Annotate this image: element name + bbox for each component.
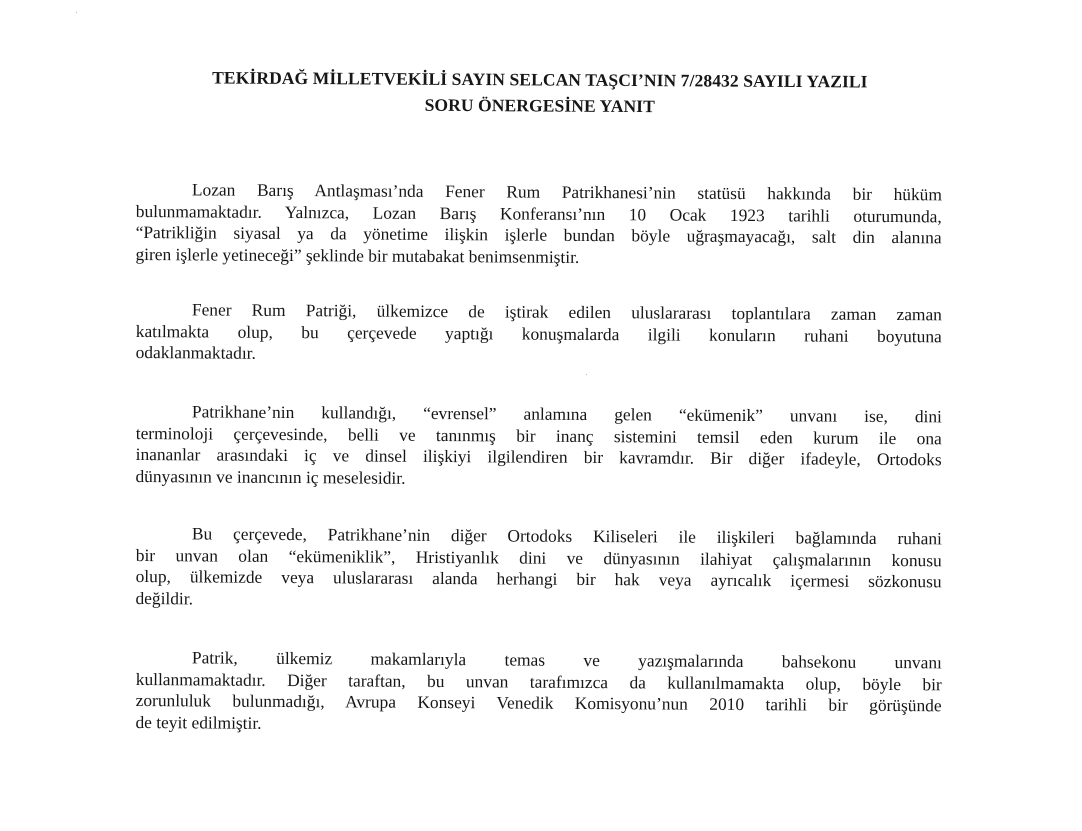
- paragraph-line: zorunluluk bulunmadığı, Avrupa Konseyi Venedik Komisyonu’nun 2010 tarihli bir görüşünde: [135, 689, 942, 716]
- paragraph-line: giren işlerle yetineceği” şeklinde bir mutabakat benimsenmiştir.: [135, 243, 580, 267]
- paragraph-2: [136, 299, 942, 369]
- paragraph-line: değildir.: [135, 587, 194, 608]
- document-title: [140, 64, 940, 121]
- paragraph-line: inananlar arasındaki iç ve dinsel ilişkiyi ilgilendiren bir kavramdır. Bir diğer ifadeyle, Ortodoks: [135, 443, 942, 470]
- title-line-2: SORU ÖNERGESİNE YANIT: [424, 94, 655, 117]
- paragraph-line: Bu çerçevede, Patrikhane’nin diğer Ortodoks Kiliseleri ile ilişkileri bağlamında ruhani: [191, 523, 942, 549]
- paragraph-line: terminoloji çerçevesinde, belli ve tanınmış bir inanç sistemini temsil eden kurum ile ona: [135, 422, 942, 448]
- paragraph-line: “Patrikliğin siyasal ya da yönetime ilişkin işlerle bundan böyle uğraşmayacağı, salt din alanına: [135, 221, 942, 248]
- paragraph-line: katılmakta olup, bu çerçevede yaptığı konuşmalarda ilgili konuların ruhani boyutuna: [135, 320, 942, 346]
- paragraph-line: kullanmamaktadır. Diğer taraftan, bu unvan tarafımızca da kullanılmamakta olup, böyle bir: [135, 668, 942, 694]
- paragraph-line: Lozan Barış Antlaşması’nda Fener Rum Patrikhanesi’nin statüsü hakkında bir hüküm: [191, 179, 942, 205]
- paragraph-3: [135, 401, 942, 492]
- paragraph-line: Patrik, ülkemiz makamlarıyla temas ve yazışmalarında bahsekonu unvanı: [191, 647, 942, 673]
- paragraph-line: bir unvan olan “ekümeniklik”, Hristiyanlık dini ve dünyasının ilahiyat çalışmalarının konusu: [135, 544, 942, 570]
- paragraph-5: [135, 647, 942, 738]
- paragraph-line: bulunmamaktadır. Yalnızca, Lozan Barış Konferansı’nın 10 Ocak 1923 tarihli oturumunda,: [135, 200, 942, 226]
- paragraph-4: [135, 523, 942, 614]
- paragraph-line: Fener Rum Patriği, ülkemizce de iştirak edilen uluslararası toplantılara zaman zaman: [191, 299, 942, 325]
- scan-speck: [586, 374, 587, 375]
- paragraph-line: olup, ülkemizde veya uluslararası alanda herhangi bir hak veya ayrıcalık içermesi sözkonusu: [135, 565, 942, 592]
- paragraph-line: de teyit edilmiştir.: [135, 711, 262, 733]
- paragraph-line: odaklanmaktadır.: [135, 341, 256, 363]
- paragraph-line: dünyasının ve inancının iç meselesidir.: [135, 465, 406, 488]
- title-line-1: TEKİRDAĞ MİLLETVEKİLİ SAYIN SELCAN TAŞCI’NIN 7/28432 SAYILI YAZILI: [212, 67, 868, 92]
- scan-speck: [76, 12, 77, 13]
- paragraph-1: [135, 179, 942, 270]
- paragraph-line: Patrikhane’nin kullandığı, “evrensel” anlamına gelen “ekümenik” unvanı ise, dini: [191, 401, 942, 427]
